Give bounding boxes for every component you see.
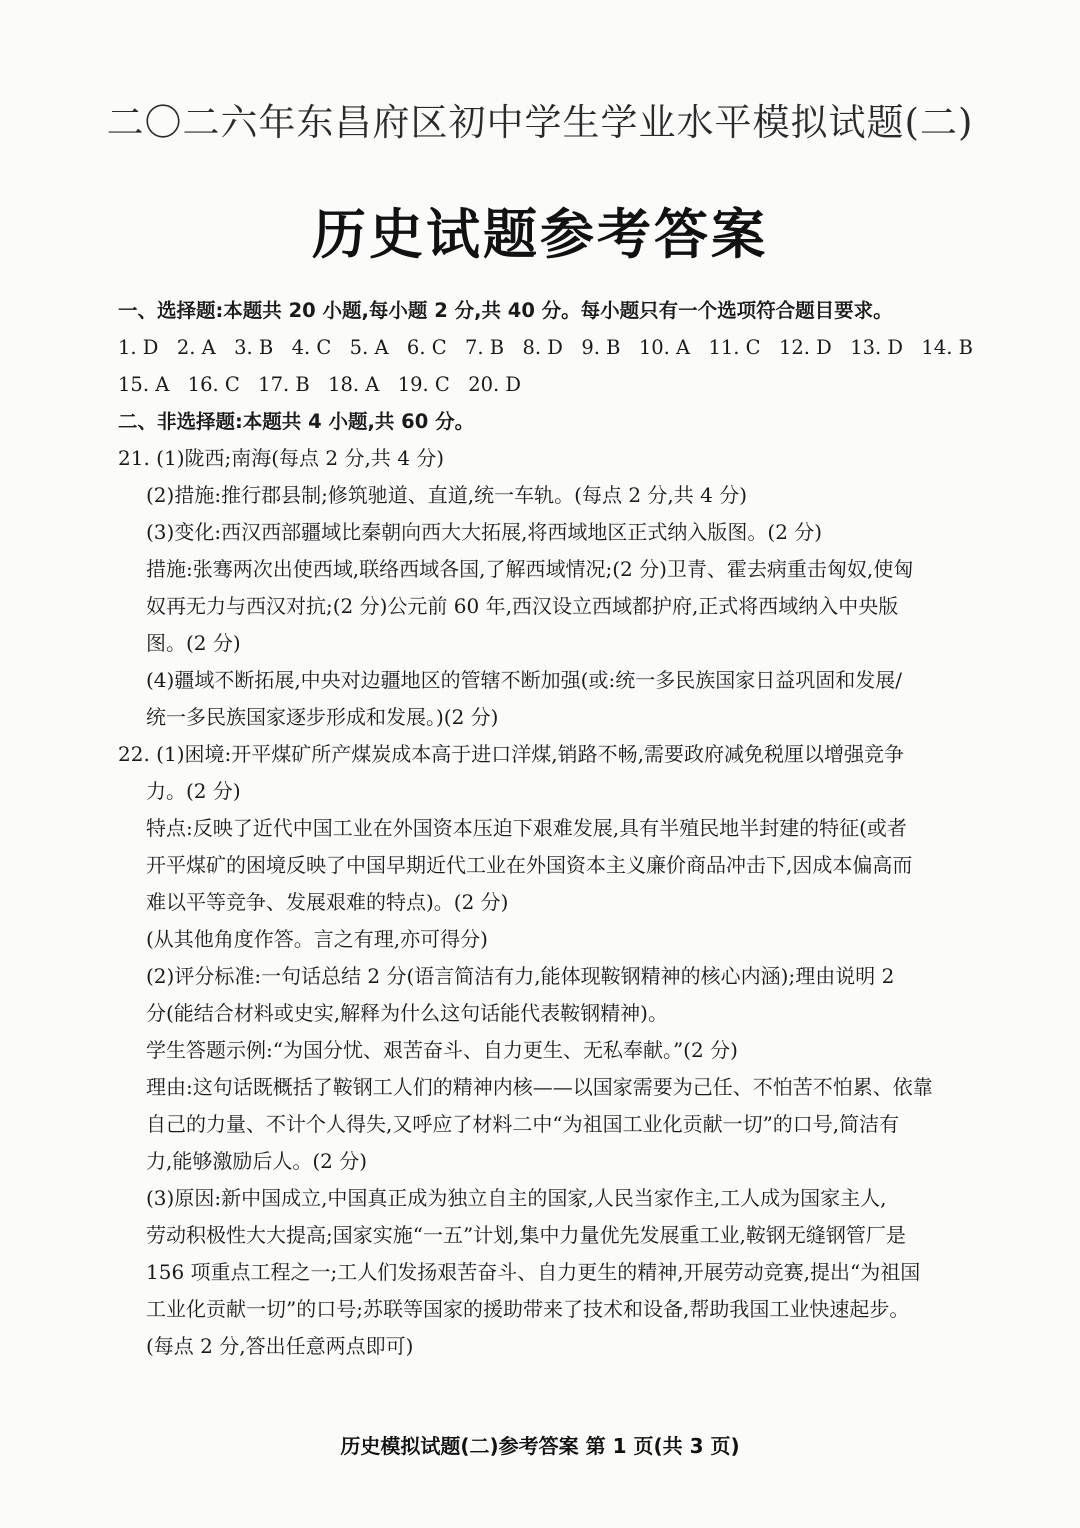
- q22-part3-reasons-cont: 劳动积极性大大提高;国家实施“一五”计划,集中力量优先发展重工业,鞍钢无缝钢管厂是: [146, 1223, 906, 1247]
- q22-part3-reasons-cont3: 工业化贡献一切”的口号;苏联等国家的援助带来了技术和设备,帮助我国工业快速起步。: [146, 1297, 910, 1321]
- q22-part2-reason: 理由:这句话既概括了鞍钢工人们的精神内核——以国家需要为己任、不怕苦不怕累、依靠: [146, 1075, 933, 1099]
- q22-part1-dilemma-end: 力。(2 分): [146, 779, 241, 803]
- q22-part3-scoring-note: (每点 2 分,答出任意两点即可): [146, 1334, 414, 1358]
- q22-part1-features: 特点:反映了近代中国工业在外国资本压迫下艰难发展,具有半殖民地半封建的特征(或者: [146, 816, 907, 840]
- mc-answer: 8. D: [522, 336, 563, 359]
- answer-title: 历史试题参考答案: [312, 203, 768, 266]
- q21-part3-measures: 措施:张骞两次出使西域,联络西域各国,了解西域情况;(2 分)卫青、霍去病重击匈奴,使匈: [146, 557, 914, 581]
- mc-answer: 19. C: [397, 373, 450, 396]
- mc-answer: 13. D: [850, 336, 904, 359]
- mc-answer: 10. A: [638, 336, 691, 359]
- mc-answer: 1. D: [118, 336, 159, 359]
- mc-answers-row-1: [118, 329, 980, 366]
- mc-answer: 20. D: [468, 373, 522, 396]
- mc-answer: 16. C: [187, 373, 240, 396]
- q21-part4: (4)疆域不断拓展,中央对边疆地区的管辖不断加强(或:统一多民族国家日益巩固和发展/: [146, 668, 902, 692]
- q22-part2-reason-cont: 自己的力量、不计个人得失,又呼应了材料二中“为祖国工业化贡献一切”的口号,简洁有: [146, 1112, 900, 1136]
- q21-part3-change: (3)变化:西汉西部疆域比秦朝向西大大拓展,将西域地区正式纳入版图。(2 分): [146, 520, 823, 544]
- mc-answer: 17. B: [258, 373, 310, 396]
- q22-part1-features-cont: 开平煤矿的困境反映了中国早期近代工业在外国资本主义廉价商品冲击下,因成本偏高而: [146, 853, 913, 877]
- q22-part2-criteria: (2)评分标准:一句话总结 2 分(语言简洁有力,能体现鞍钢精神的核心内涵);理由说明 2: [146, 964, 895, 988]
- mc-answer: 18. A: [328, 373, 380, 396]
- q21-part1: 21. (1)陇西;南海(每点 2 分,共 4 分): [118, 446, 445, 470]
- mc-answer: 3. B: [234, 336, 274, 359]
- exam-title: 二〇二六年东昌府区初中学生学业水平模拟试题(二): [106, 101, 974, 144]
- q21-part2: (2)措施:推行郡县制;修筑驰道、直道,统一车轨。(每点 2 分,共 4 分): [146, 483, 748, 507]
- mc-answer: 4. C: [291, 336, 332, 359]
- section-heading-open-questions: 二、非选择题:本题共 4 小题,共 60 分。: [118, 410, 475, 433]
- q22-part1-features-end: 难以平等竞争、发展艰难的特点)。(2 分): [146, 890, 509, 914]
- q22-part3-reasons: (3)原因:新中国成立,中国真正成为独立自主的国家,人民当家作主,工人成为国家主人,: [146, 1186, 887, 1210]
- mc-answer: 12. D: [778, 336, 832, 359]
- q22-part3-reasons-cont2: 156 项重点工程之一;工人们发扬艰苦奋斗、自力更生的精神,开展劳动竞赛,提出“为祖国: [146, 1260, 921, 1284]
- q22-part2-example: 学生答题示例:“为国分忧、艰苦奋斗、自力更生、无私奉献。”(2 分): [146, 1038, 738, 1062]
- mc-answer: 9. B: [581, 336, 621, 359]
- mc-answer: 6. C: [406, 336, 447, 359]
- mc-answer: 15. A: [118, 373, 170, 396]
- mc-answer: 7. B: [465, 336, 505, 359]
- q22-part1-note: (从其他角度作答。言之有理,亦可得分): [146, 927, 488, 951]
- mc-answer: 2. A: [176, 336, 216, 359]
- q21-part3-measures-cont: 奴再无力与西汉对抗;(2 分)公元前 60 年,西汉设立西域都护府,正式将西域纳入中央版: [146, 594, 899, 618]
- q21-part4-cont: 统一多民族国家逐步形成和发展。)(2 分): [146, 705, 499, 729]
- answer-content: [118, 292, 980, 1365]
- section-heading-multiple-choice: 一、选择题:本题共 20 小题,每小题 2 分,共 40 分。每小题只有一个选项符合题目要求。: [118, 299, 893, 322]
- q22-part1-dilemma: 22. (1)困境:开平煤矿所产煤炭成本高于进口洋煤,销路不畅,需要政府减免税厘以增强竞争: [118, 742, 904, 766]
- q21-part3-measures-end: 图。(2 分): [146, 631, 241, 655]
- mc-answer: 14. B: [921, 336, 973, 359]
- q22-part2-criteria-cont: 分(能结合材料或史实,解释为什么这句话能代表鞍钢精神)。: [146, 1001, 668, 1025]
- mc-answer: 5. A: [349, 336, 389, 359]
- mc-answer: 11. C: [708, 336, 761, 359]
- page-footer: 历史模拟试题(二)参考答案 第 1 页(共 3 页): [340, 1434, 740, 1458]
- q22-part2-reason-end: 力,能够激励后人。(2 分): [146, 1149, 368, 1173]
- mc-answers-row-2: [118, 366, 980, 403]
